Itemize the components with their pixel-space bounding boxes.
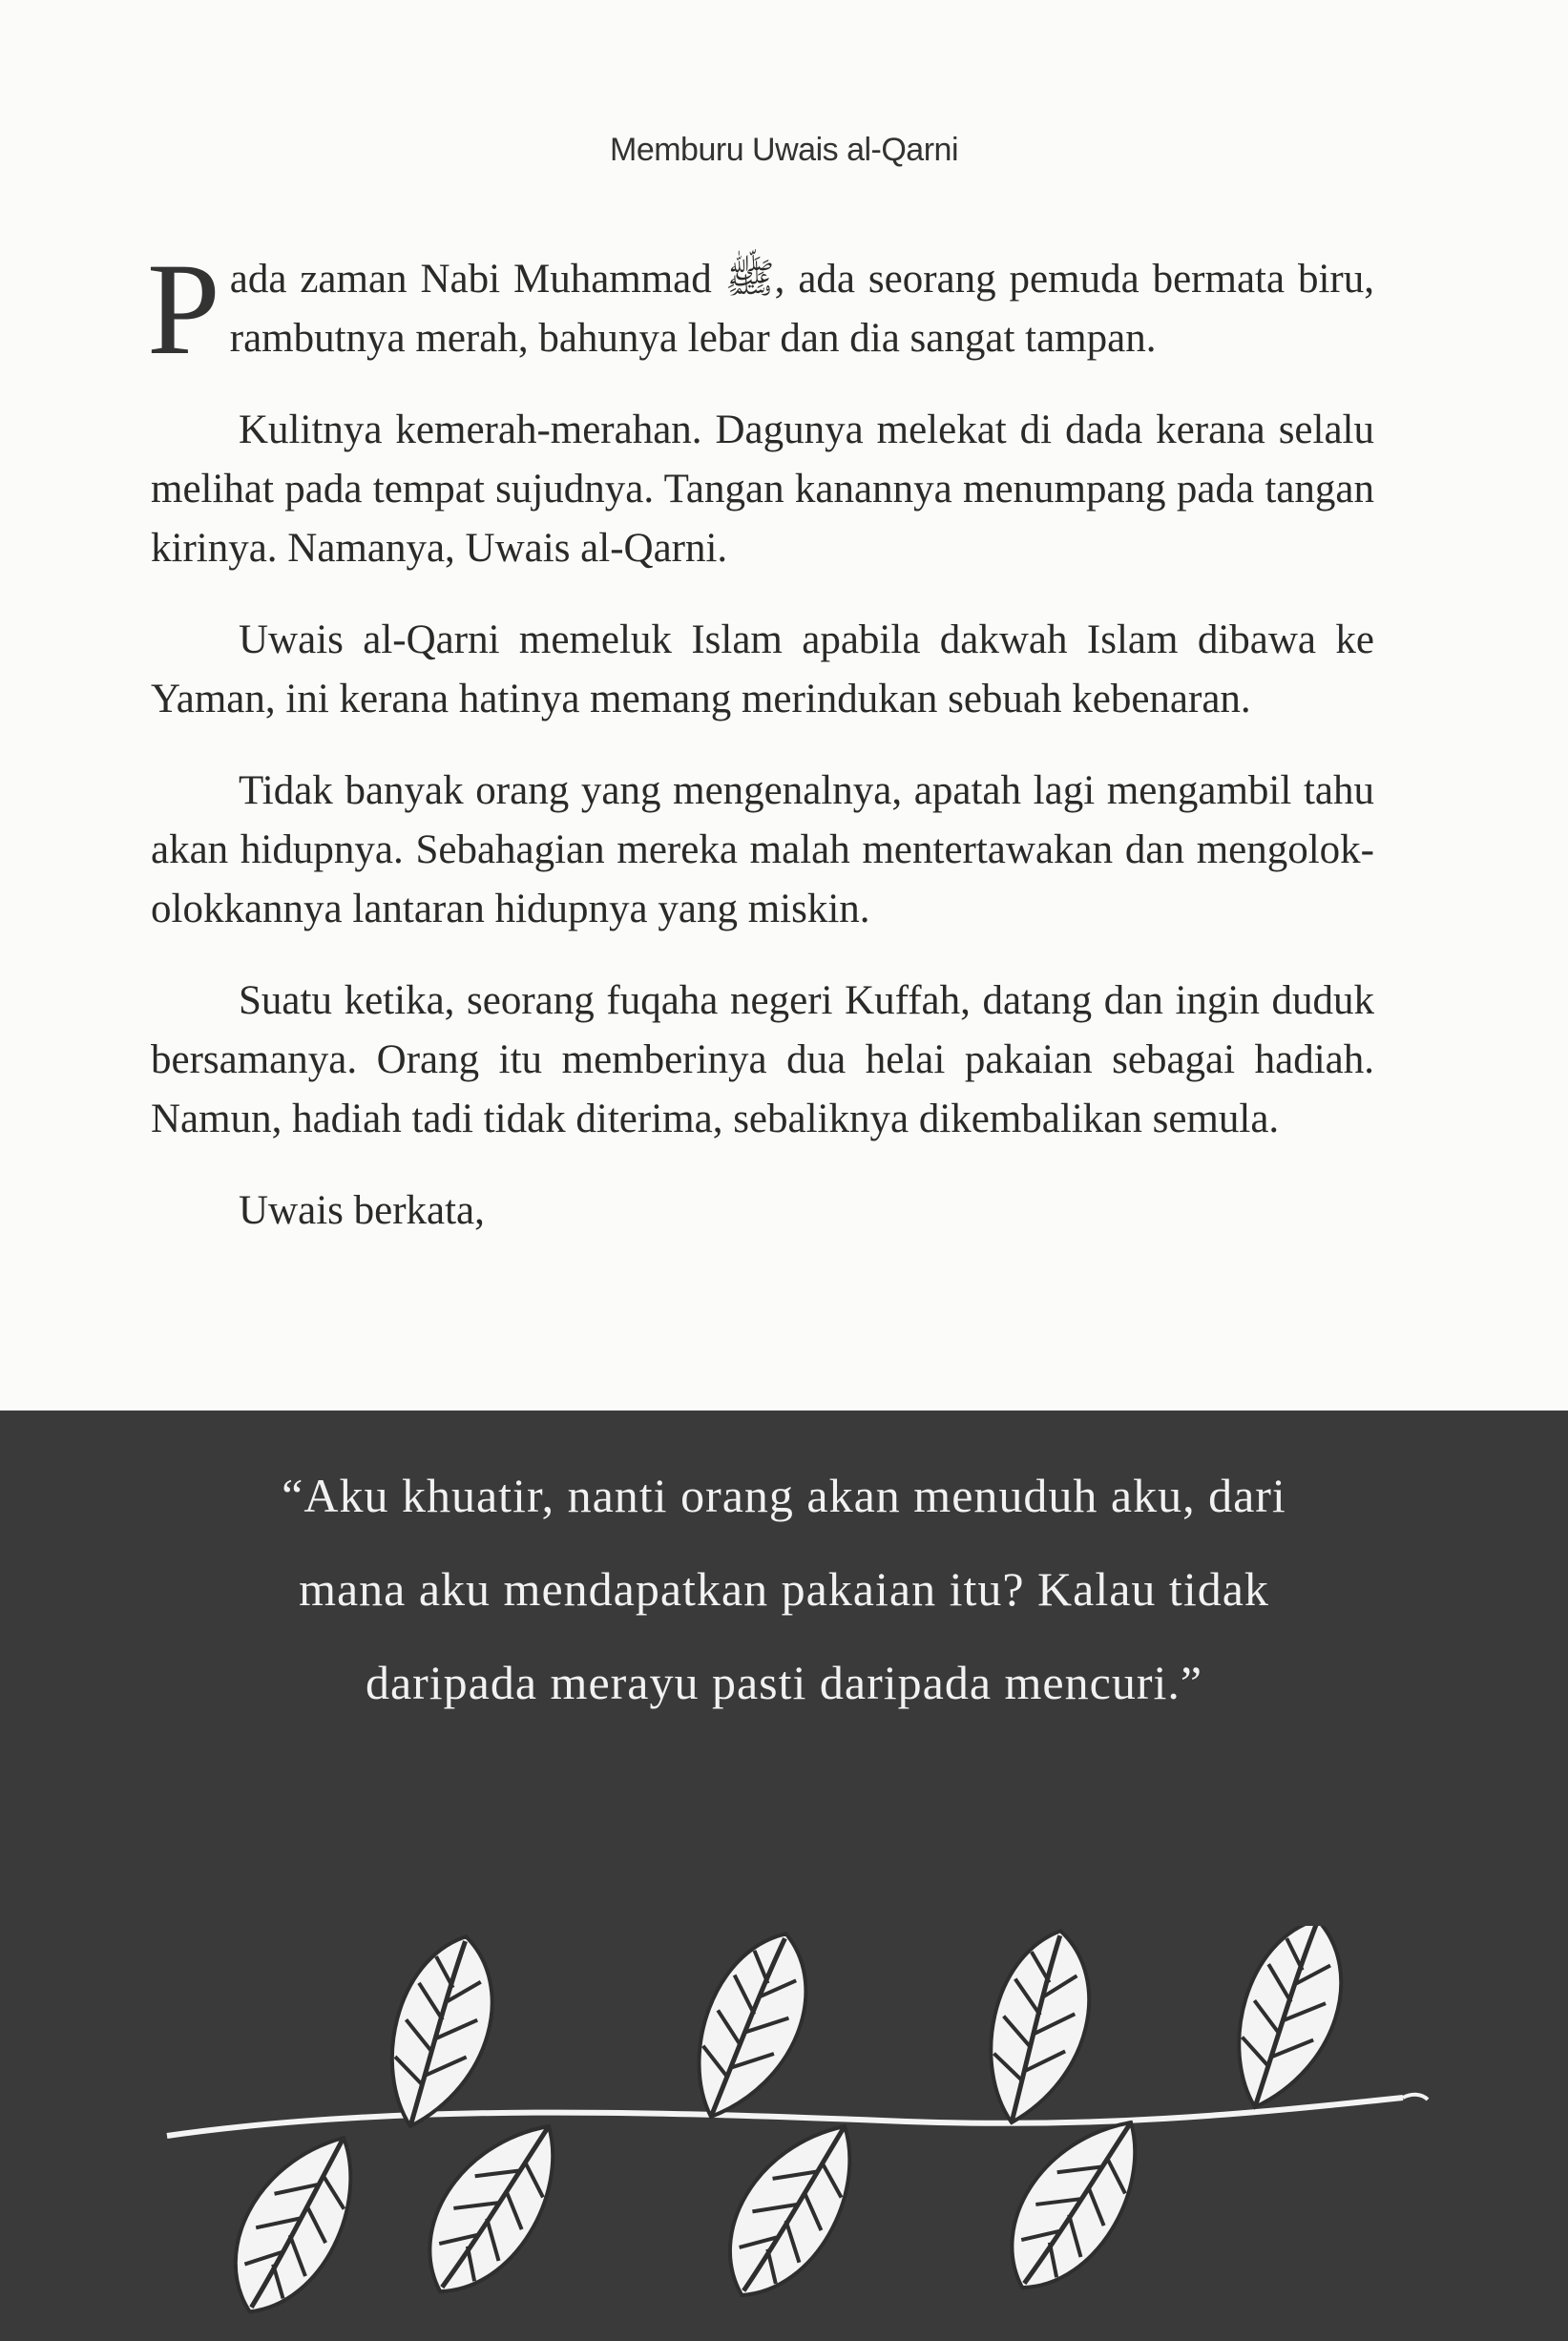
paragraph-1 [147, 236, 1375, 382]
paragraph-5: Suatu ketika, seorang fuqaha negeri Kuffah, datang dan ingin duduk bersamanya. Orang itu memberinya dua helai pakaian sebagai hadiah. Namun, hadiah tadi tidak diterima, sebaliknya dikembalikan semula. [151, 978, 1374, 1141]
quote-band [0, 1411, 1568, 2341]
paragraph-2: Kulitnya kemerah-merahan. Dagunya melekat di dada kerana selalu melihat pada tempat sujudnya. Tangan kanannya menumpang pada tangan kirinya. Namanya, Uwais al-Qarni. [151, 408, 1374, 571]
body-text [147, 236, 1375, 1273]
running-head: Memburu Uwais al-Qarni [610, 132, 958, 168]
paragraph-4: Tidak banyak orang yang mengenalnya, apatah lagi mengambil tahu akan hidupnya. Sebahagian mereka malah mentertawakan dan mengolok-olokkannya lantaran hidupnya yang miskin. [151, 768, 1374, 931]
leaf-branch-icon [0, 1926, 1568, 2341]
drop-cap: P [147, 236, 220, 382]
paragraph-6: Uwais berkata, [239, 1188, 485, 1233]
paragraph-3: Uwais al-Qarni memeluk Islam apabila dakwah Islam dibawa ke Yaman, ini kerana hatinya memang merindukan sebuah kebenaran. [151, 617, 1374, 721]
quote-text: “Aku khuatir, nanti orang akan menuduh aku, dari mana aku mendapatkan pakaian itu? Kalau tidak daripada merayu pasti daripada mencuri.” [282, 1469, 1286, 1709]
paragraph-1-text: ada zaman Nabi Muhammad ﷺ, ada seorang pemuda bermata biru, rambutnya merah, bahunya lebar dan dia sangat tampan. [229, 257, 1375, 361]
